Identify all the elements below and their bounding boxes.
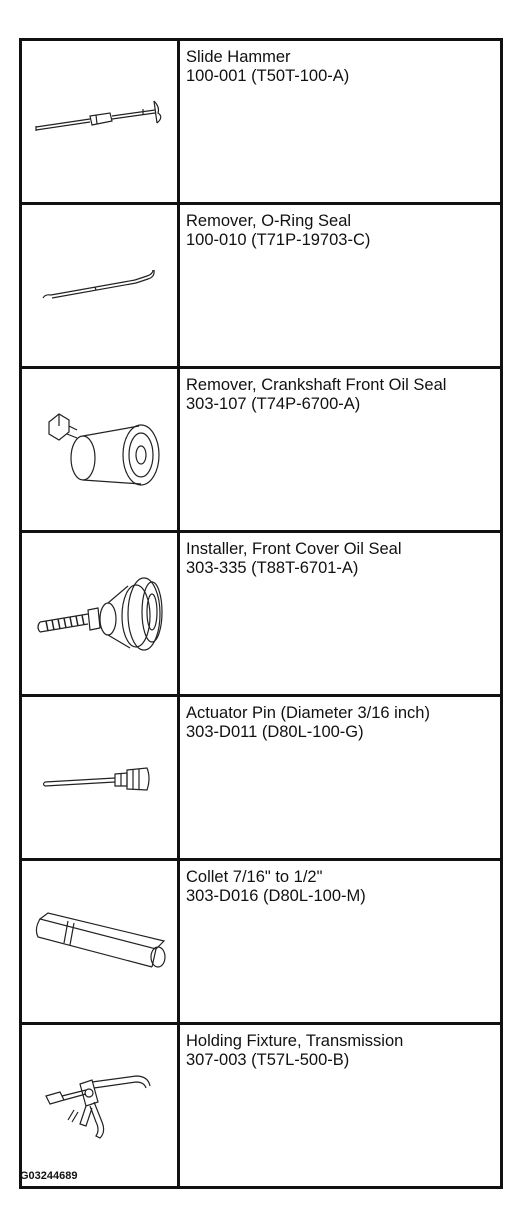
tool-description-cell <box>179 860 502 1024</box>
tool-number: 303-D011 (D80L-100-G) <box>186 723 364 741</box>
tool-name: Holding Fixture, Transmission <box>186 1032 404 1050</box>
collet-icon <box>30 907 170 977</box>
table-row <box>21 696 502 860</box>
tool-name: Slide Hammer <box>186 48 291 66</box>
tool-number: 307-003 (T57L-500-B) <box>186 1051 350 1069</box>
tool-image-cell <box>21 860 179 1024</box>
slide-hammer-icon <box>30 97 170 147</box>
tool-description-cell <box>179 204 502 368</box>
tool-description-cell <box>179 532 502 696</box>
table-row <box>21 532 502 696</box>
tool-name: Remover, O-Ring Seal <box>186 212 352 230</box>
tool-image-cell <box>21 368 179 532</box>
tool-number: 303-335 (T88T-6701-A) <box>186 559 359 577</box>
tool-name: Remover, Crankshaft Front Oil Seal <box>186 376 447 394</box>
tool-number: 303-D016 (D80L-100-M) <box>186 887 366 905</box>
tool-image-cell <box>21 1024 179 1188</box>
tool-name: Actuator Pin (Diameter 3/16 inch) <box>186 704 430 722</box>
tool-description-cell <box>179 368 502 532</box>
table-row <box>21 860 502 1024</box>
tool-number: 303-107 (T74P-6700-A) <box>186 395 361 413</box>
tool-description-cell <box>179 40 502 204</box>
actuator-pin-icon <box>35 758 165 798</box>
tool-number: 100-010 (T71P-19703-C) <box>186 231 371 249</box>
tool-number: 100-001 (T50T-100-A) <box>186 67 350 85</box>
table-row <box>21 1024 502 1188</box>
table-row <box>21 40 502 204</box>
figure-id: G03244689 <box>20 1170 78 1182</box>
tool-description-cell <box>179 696 502 860</box>
table-row <box>21 368 502 532</box>
table-row <box>21 204 502 368</box>
tool-name: Collet 7/16" to 1/2" <box>186 868 323 886</box>
o-ring-remover-icon <box>35 266 165 306</box>
tool-image-cell <box>21 532 179 696</box>
tool-name: Installer, Front Cover Oil Seal <box>186 540 402 558</box>
tool-description-cell <box>179 1024 502 1188</box>
oil-seal-remover-icon <box>35 400 165 500</box>
tool-image-cell <box>21 204 179 368</box>
oil-seal-installer-icon <box>32 564 167 664</box>
special-tools-table <box>19 38 503 1189</box>
holding-fixture-icon <box>40 1066 160 1146</box>
tool-image-cell <box>21 696 179 860</box>
tool-image-cell <box>21 40 179 204</box>
